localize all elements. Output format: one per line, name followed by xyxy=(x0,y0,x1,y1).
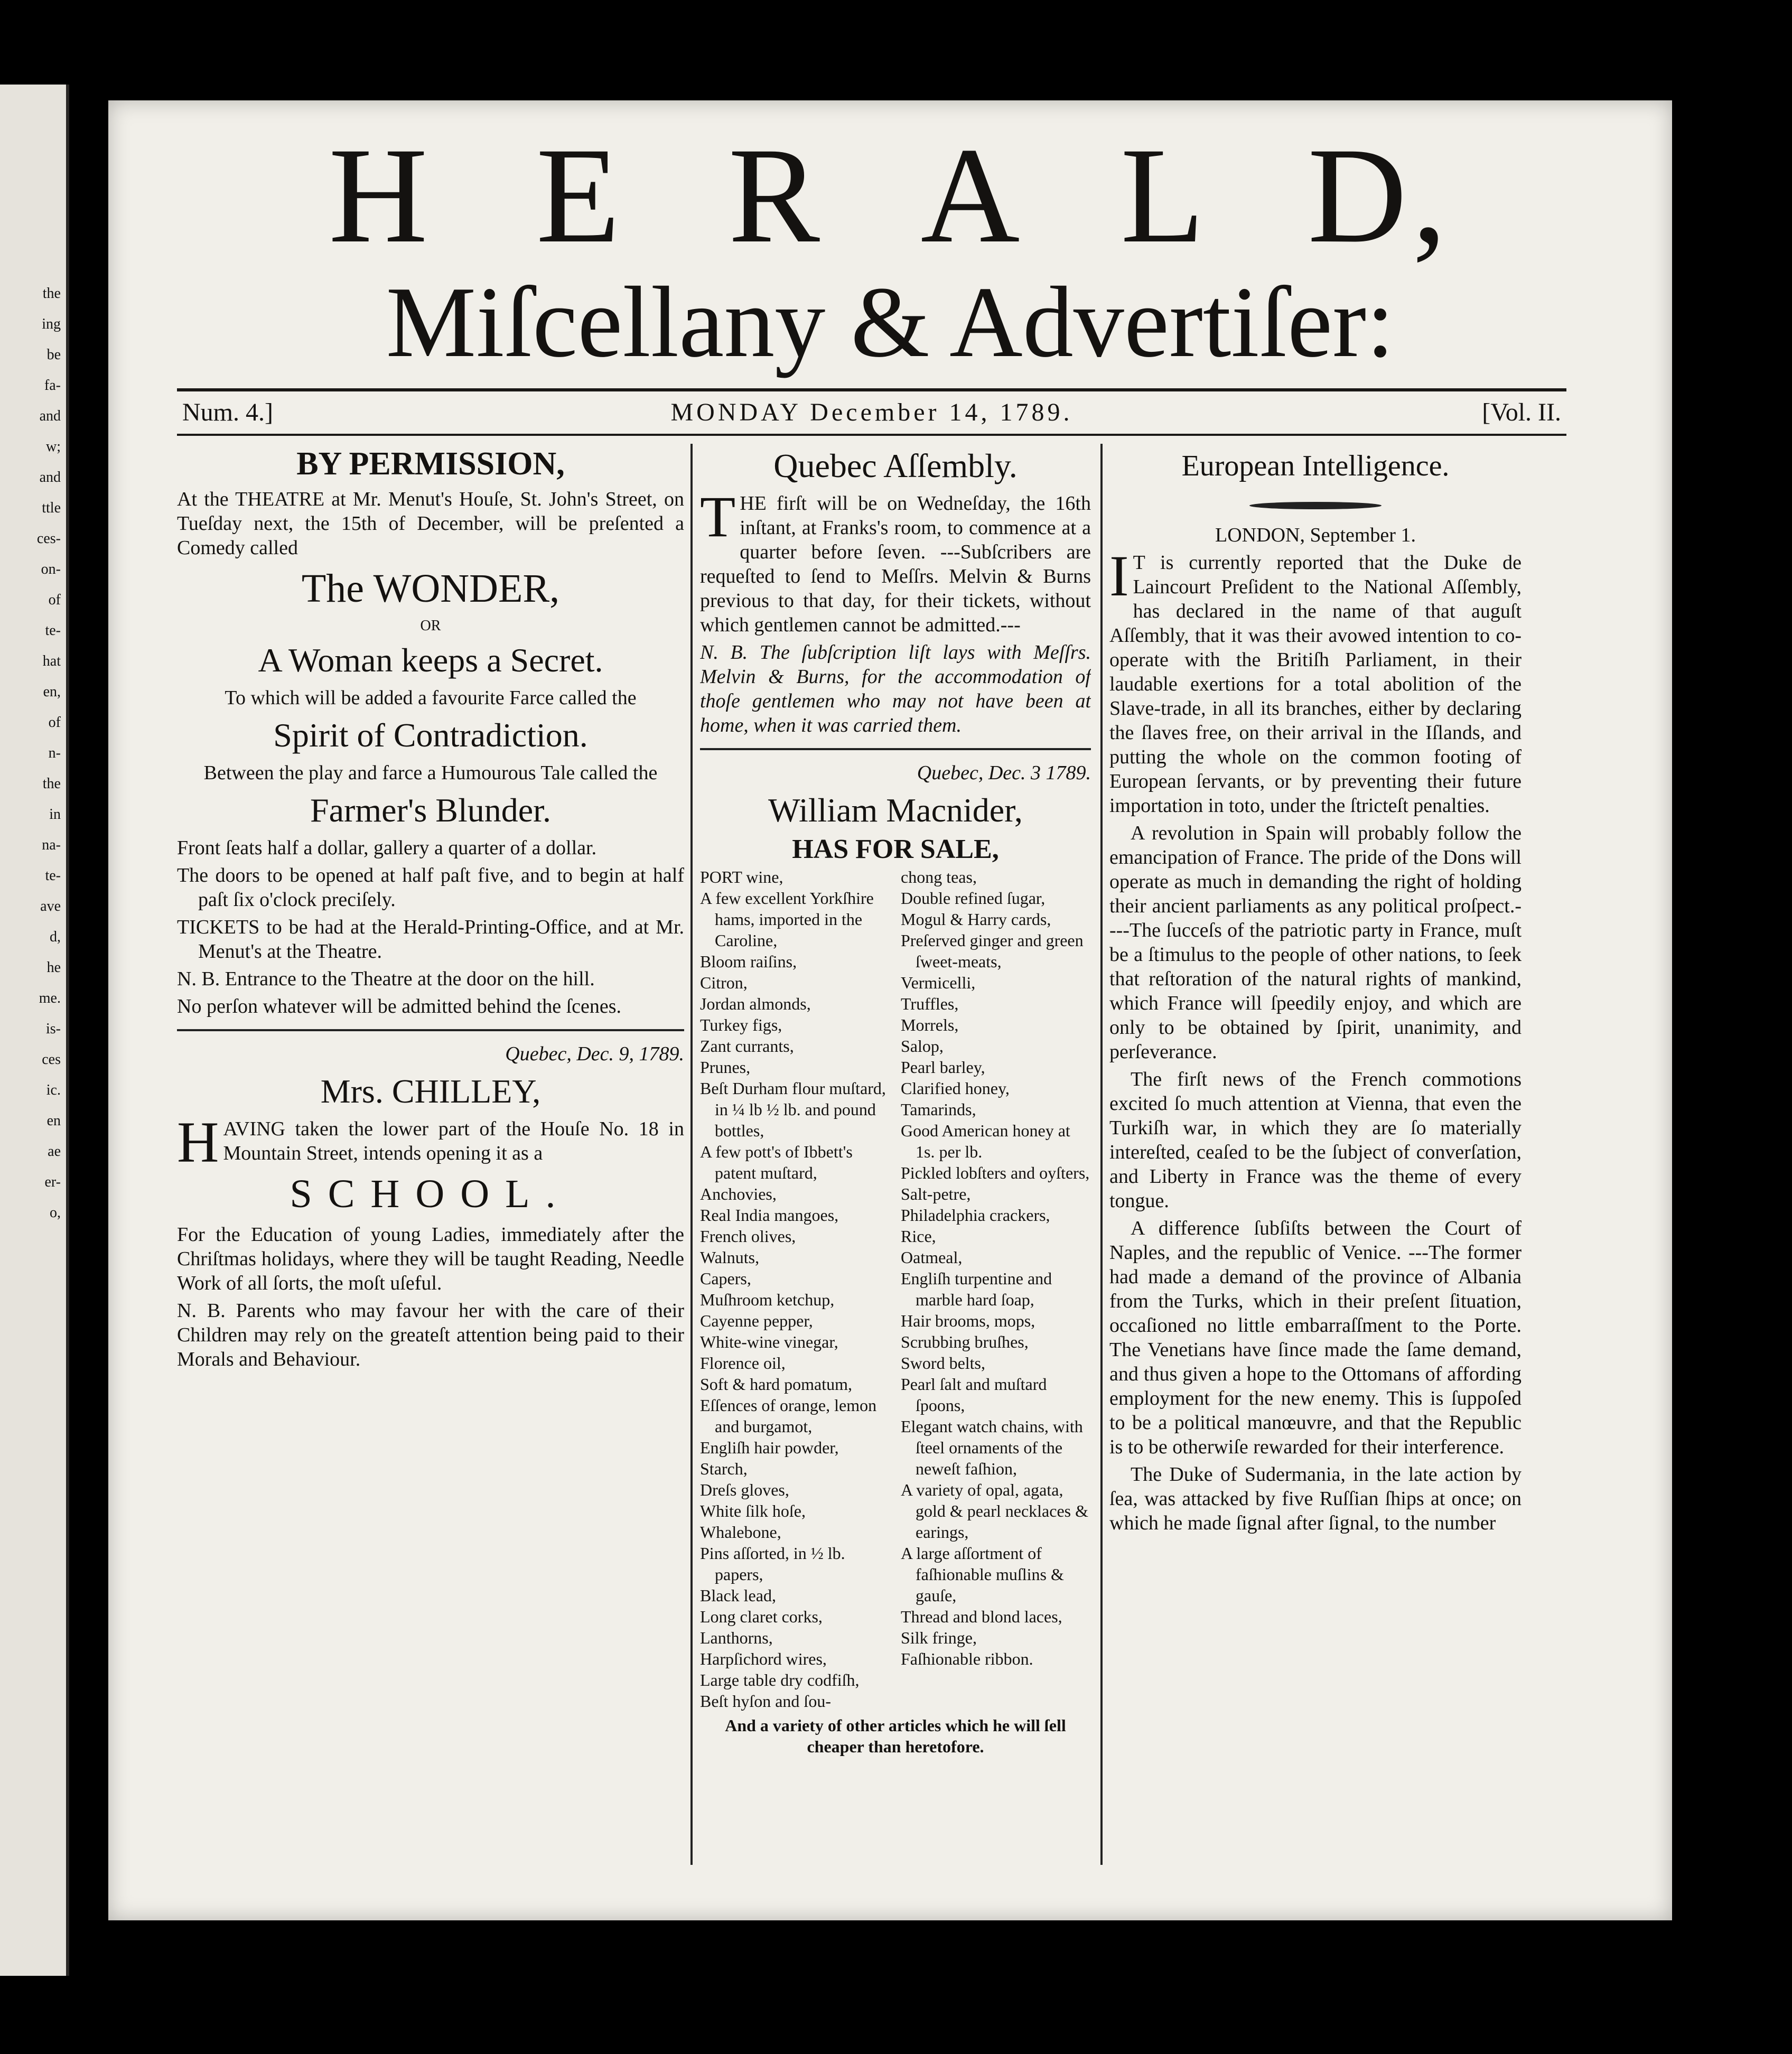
school-nb: N. B. Parents who may favour her with the care of their Children may rely on the greateſt attention being paid to their Morals and Behaviour. xyxy=(177,1300,684,1370)
farce-title: Spirit of Contradiction. xyxy=(273,716,588,754)
section-divider xyxy=(177,1029,684,1031)
sale-item: Florence oil, xyxy=(700,1353,786,1373)
facing-page-fragment: the xyxy=(42,285,61,302)
sale-item: Rice, xyxy=(901,1227,936,1246)
sale-items-left xyxy=(700,866,890,1712)
column-european-intelligence xyxy=(1109,444,1522,1860)
sale-item: chong teas, xyxy=(901,867,977,886)
theatre-notice: The doors to be opened at half paſt five, and to begin at half paſt ſix o'clock preciſely. xyxy=(177,864,684,911)
sale-item: Beſt Durham flour muſtard, in ¼ lb ½ lb. and pound bottles, xyxy=(700,1079,886,1140)
sale-item: White-wine vinegar, xyxy=(700,1332,838,1351)
column-theatre xyxy=(177,444,684,1860)
news-paragraph: A revolution in Spain will probably follow the emancipation of France. The pride of the Dons will operate as much in demanding the right of holding their ancient parliaments as any political proſpect.----The ſucceſs of the patriotic party in France, muſt be a ſtimulus to the people of other nations, to ſeek that reſtoration of the natural rights of mankind, which France will ſpeedily enjoy, and which are only to be obtained by ſpirit, unanimity, and perſeverance. xyxy=(1109,822,1522,1063)
merchant-name: William Macnider, xyxy=(768,791,1023,829)
facing-page-fragment: er- xyxy=(44,1174,61,1190)
sale-item: Jordan almonds, xyxy=(700,994,811,1013)
facing-page-fragment: and xyxy=(39,469,61,486)
sale-dateline: Quebec, Dec. 3 1789. xyxy=(917,762,1091,784)
sale-item: Good American honey at 1s. per lb. xyxy=(901,1121,1070,1161)
sale-item: Bloom raiſins, xyxy=(700,952,797,971)
theatre-notice: N. B. Entrance to the Theatre at the door on the hill. xyxy=(177,968,595,990)
assembly-notice: THE firſt will be on Wedneſday, the 16th inſtant, at Franks's room, to commence at a quarter before ſeven. ---Subſcribers are requeſted to ſend to Meſſrs. Melvin & Burns previous to that day, for their tickets, without which gentlemen cannot be admitted.--- xyxy=(700,484,1091,636)
section-divider xyxy=(700,748,1091,750)
sale-item: Citron, xyxy=(700,973,748,992)
sale-item: Vermicelli, xyxy=(901,973,976,992)
sale-item: Pickled lobſters and oyſters, xyxy=(901,1163,1090,1182)
london-dateline: LONDON, September 1. xyxy=(1215,524,1416,546)
theatre-intro: At the THEATRE at Mr. Menut's Houſe, St. John's Street, on Tueſday next, the 15th of December, will be preſented a Comedy called xyxy=(177,488,684,559)
tale-intro: Between the play and farce a Humourous Tale called the xyxy=(203,762,658,784)
sale-item: Engliſh hair powder, xyxy=(700,1438,839,1457)
facing-page-fragment: n- xyxy=(48,745,61,761)
ornament-rule xyxy=(1109,502,1522,509)
sale-item: Pins aſſorted, in ½ lb. papers, xyxy=(700,1544,845,1584)
news-paragraph: IT is currently reported that the Duke de Laincourt Preſident to the National Aſſembly, has declared in the name of that auguſt Aſſembly, that it was their avowed intention to co-operate with the Britiſh Parliament, in their laudable exertions for a total abolition of the Slave-trade, in all its branches, either by declaring the ſlaves free, on their arrival in the Iſlands, and putting the whole on the common footing of European ſervants, or by preventing their future importation in toto, under the ſtricteſt penalties. xyxy=(1109,544,1522,817)
sale-item: A few excellent Yorkſhire hams, imported in the Caroline, xyxy=(700,889,874,950)
masthead-title: H E R A L D, xyxy=(328,119,1452,272)
sale-item: Salt-petre, xyxy=(901,1184,971,1203)
sale-item: Anchovies, xyxy=(700,1184,777,1203)
facing-page-fragment: ces- xyxy=(36,530,61,547)
sale-item: Dreſs gloves, xyxy=(700,1480,789,1499)
facing-page-fragment: is- xyxy=(46,1021,61,1037)
sale-item: Elegant watch chains, with ſteel ornaments of the neweſt faſhion, xyxy=(901,1417,1083,1478)
facing-page-fragment: and xyxy=(39,408,61,424)
sale-item: Thread and blond laces, xyxy=(901,1607,1062,1626)
permission-heading: BY PERMISSION, xyxy=(296,446,565,482)
masthead-subtitle: Miſcellany & Advertiſer: xyxy=(386,266,1395,378)
sale-item: Engliſh turpentine and marble hard ſoap, xyxy=(901,1269,1052,1309)
facing-page-strip xyxy=(0,85,69,1976)
assembly-nb: N. B. The ſubſcription liſt lays with Meſſrs. Melvin & Burns, for the accommodation of thoſe gentlemen who may not have been at home, when it was carried them. xyxy=(700,641,1091,736)
sale-item: Pearl ſalt and muſtard ſpoons, xyxy=(901,1375,1047,1415)
facing-page-fragment: hat xyxy=(42,653,61,669)
intelligence-title: European Intelligence. xyxy=(1181,450,1450,482)
sale-item: Scrubbing bruſhes, xyxy=(901,1332,1029,1351)
facing-page-fragment: he xyxy=(46,959,61,976)
column-rule-1 xyxy=(690,444,693,1865)
sale-items-right xyxy=(901,866,1091,1712)
sale-heading: HAS FOR SALE, xyxy=(792,834,999,864)
sale-item: Harpſichord wires, xyxy=(700,1649,827,1668)
sale-item: Capers, xyxy=(700,1269,751,1288)
facing-page-fragment: ttle xyxy=(42,500,61,516)
sale-item: PORT wine, xyxy=(700,867,783,886)
play-subtitle: A Woman keeps a Secret. xyxy=(258,641,603,679)
sale-item: Real India mangoes, xyxy=(700,1206,839,1225)
sale-item: French olives, xyxy=(700,1227,796,1246)
sale-item: Cayenne pepper, xyxy=(700,1311,813,1330)
column-assembly-sale xyxy=(700,444,1091,1860)
sale-item: Long claret corks, xyxy=(700,1607,823,1626)
facing-page-fragment: ae xyxy=(48,1143,61,1160)
sale-item: Large table dry codfiſh, xyxy=(700,1670,860,1689)
school-dateline: Quebec, Dec. 9, 1789. xyxy=(505,1043,684,1065)
farce-intro: To which will be added a favourite Farce called the xyxy=(225,687,637,709)
facing-page-fragment: ing xyxy=(42,316,61,332)
facing-page-fragment: te- xyxy=(45,867,61,884)
facing-page-fragment: d, xyxy=(50,929,61,945)
sale-item: Preſerved ginger and green ſweet-meats, xyxy=(901,931,1084,971)
sale-item: Silk fringe, xyxy=(901,1628,977,1647)
facing-page-fragment: en xyxy=(46,1113,61,1129)
sale-item: Prunes, xyxy=(700,1058,751,1077)
news-paragraph: A difference ſubſiſts between the Court of Naples, and the republic of Venice. ---The former had made a demand of the province of Albania from the Turks, which in their preſent ſituation, occaſioned no little embarraſſment to the Porte. The Venetians have ſince made the ſame demand, and thus given a hope to the Ottomans of affording employment for the new enemy. This is ſuppoſed to be a political manœuvre, and that the Republic is to be otherwiſe rewarded for their interference. xyxy=(1109,1217,1522,1458)
sale-item: Faſhionable ribbon. xyxy=(901,1649,1033,1668)
facing-page-fragment: the xyxy=(42,776,61,792)
sale-item: Mogul & Harry cards, xyxy=(901,910,1051,929)
newspaper-page xyxy=(108,100,1672,1920)
tale-title: Farmer's Blunder. xyxy=(310,791,551,829)
sale-item: Starch, xyxy=(700,1459,748,1478)
dateline-bar xyxy=(177,388,1566,436)
school-notice: HAVING taken the lower part of the Houſe No. 18 in Mountain Street, intends opening it as a xyxy=(177,1110,684,1174)
sale-item: Whalebone, xyxy=(700,1523,781,1542)
sale-item: Salop, xyxy=(901,1037,944,1056)
sale-item: White ſilk hoſe, xyxy=(700,1501,806,1520)
theatre-notice: TICKETS to be had at the Herald-Printing-Office, and at Mr. Menut's at the Theatre. xyxy=(177,916,684,963)
volume-number: [Vol. II. xyxy=(1482,398,1561,426)
facing-page-fragment: me. xyxy=(39,990,61,1006)
sale-item: Clarified honey, xyxy=(901,1079,1010,1098)
news-paragraph: The firſt news of the French commotions excited ſo much attention at Vienna, that even the Turkiſh war, in which they are ſo materially intereſted, ceaſed to be the ſubject of converſation, and Liberty in France was the theme of every tongue. xyxy=(1109,1068,1522,1212)
sale-item: Oatmeal, xyxy=(901,1248,963,1267)
sale-item-list xyxy=(700,866,1091,1712)
facing-page-fragment: in xyxy=(49,806,61,823)
facing-page-fragment: ave xyxy=(40,898,61,914)
sale-item: Philadelphia crackers, xyxy=(901,1206,1050,1225)
sale-item: A few pott's of Ibbett's patent muſtard, xyxy=(700,1142,853,1182)
sale-item: Pearl barley, xyxy=(901,1058,985,1077)
facing-page-fragment: ic. xyxy=(46,1082,61,1098)
facing-page-fragment: te- xyxy=(45,622,61,639)
sale-item: Turkey figs, xyxy=(700,1015,782,1034)
facing-page-fragment: w; xyxy=(46,438,61,455)
theatre-notice: No perſon whatever will be admitted behind the ſcenes. xyxy=(177,995,622,1017)
facing-page-fragment: na- xyxy=(42,837,61,853)
play-title: The WONDER, xyxy=(301,566,560,611)
school-heading: SCHOOL. xyxy=(290,1172,572,1216)
sale-item: Double refined ſugar, xyxy=(901,889,1046,908)
sale-item: A large aſſortment of faſhionable muſlins & gauſe, xyxy=(901,1544,1064,1605)
column-rule-2 xyxy=(1100,444,1103,1865)
issue-date: MONDAY December 14, 1789. xyxy=(670,398,1073,426)
facing-page-fragment: of xyxy=(48,592,61,608)
theatre-notice: Front ſeats half a dollar, gallery a quarter of a dollar. xyxy=(177,837,597,859)
facing-page-fragment: en, xyxy=(43,684,61,700)
sale-item: Tamarinds, xyxy=(901,1100,976,1119)
sale-item: Black lead, xyxy=(700,1586,776,1605)
sale-item: Soft & hard pomatum, xyxy=(700,1375,852,1394)
sale-item: Hair brooms, mops, xyxy=(901,1311,1035,1330)
sale-item: A variety of opal, agata, gold & pearl necklaces & earings, xyxy=(901,1480,1088,1542)
sale-item: Morrels, xyxy=(901,1015,959,1034)
sale-item: Truffles, xyxy=(901,994,959,1013)
facing-page-fragment: be xyxy=(46,347,61,363)
sale-item: Walnuts, xyxy=(700,1248,760,1267)
assembly-title: Quebec Aſſembly. xyxy=(773,447,1018,484)
issue-number: Num. 4.] xyxy=(182,398,273,426)
sale-item: Sword belts, xyxy=(901,1353,985,1373)
school-proprietor: Mrs. CHILLEY, xyxy=(320,1072,541,1110)
sale-item: Zant currants, xyxy=(700,1037,794,1056)
school-education: For the Education of young Ladies, immediately after the Chriſtmas holidays, where they will be taught Reading, Needle Work of all ſorts, the moſt uſeful. xyxy=(177,1224,684,1294)
facing-page-fragment: on- xyxy=(41,561,61,577)
sale-item: Muſhroom ketchup, xyxy=(700,1290,835,1309)
facing-page-fragment: ces xyxy=(42,1051,61,1068)
facing-page-fragment: of xyxy=(48,714,61,731)
sale-item: Lanthorns, xyxy=(700,1628,773,1647)
facing-page-fragment: fa- xyxy=(44,377,61,394)
sale-item: Eſſences of orange, lemon and burgamot, xyxy=(700,1396,877,1436)
or-label: OR xyxy=(420,618,441,634)
sale-footer: And a variety of other articles which he will ſell cheaper than heretofore. xyxy=(725,1716,1066,1756)
facing-page-fragment: o, xyxy=(50,1205,61,1221)
news-paragraph: The Duke of Sudermania, in the late action by ſea, was attacked by five Ruſſian ſhips at once; on which he made ſignal after ſignal, to the number xyxy=(1109,1463,1522,1534)
sale-item: Beſt hyſon and ſou- xyxy=(700,1692,831,1711)
